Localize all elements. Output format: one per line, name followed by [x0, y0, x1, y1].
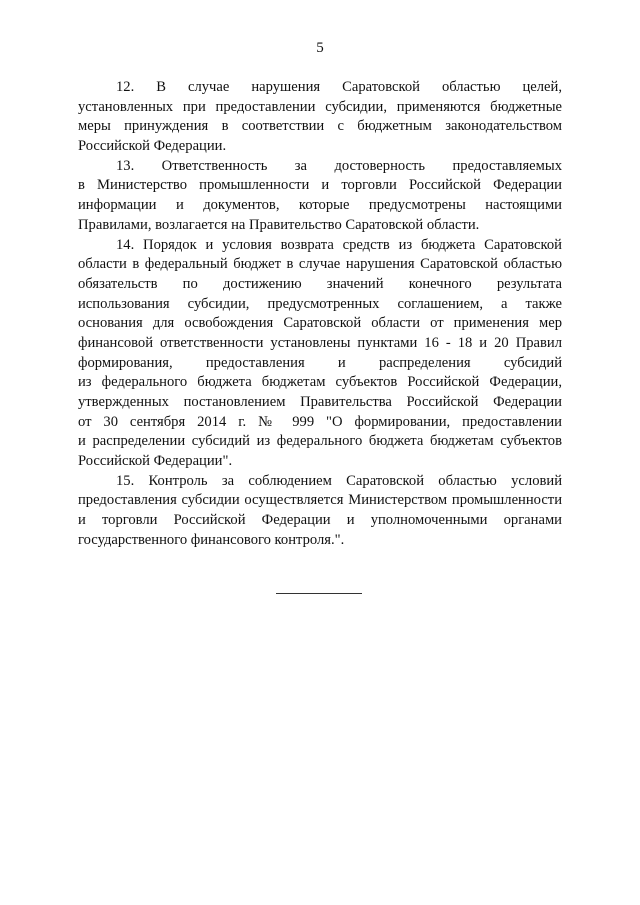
text-line: утвержденных постановлением Правительства Российской Федерации [78, 394, 562, 410]
text-line: Правилами, возлагается на Правительство Саратовской области. [78, 216, 480, 233]
text-line: основания для освобождения Саратовской области от применения мер [78, 315, 562, 332]
text-line: формирования, предоставления и распределения субсидий [78, 354, 562, 371]
document-body [78, 78, 562, 551]
text-line: 12. В случае нарушения Саратовской областью целей, [116, 79, 562, 95]
paragraph-12 [78, 78, 562, 157]
text-line: Российской Федерации". [78, 453, 233, 470]
text-line: информации и документов, которые предусмотрены настоящими [78, 197, 562, 214]
text-line: 14. Порядок и условия возврата средств из бюджета Саратовской [116, 236, 562, 253]
text-line: меры принуждения в соответствии с бюджетным законодательством [78, 118, 562, 135]
text-line: области в федеральный бюджет в случае нарушения Саратовской областью [78, 256, 562, 273]
paragraph-14 [78, 236, 562, 472]
text-line: государственного финансового контроля.". [78, 531, 345, 548]
paragraph-15 [78, 472, 562, 551]
text-line: предоставления субсидии осуществляется Министерством промышленности [78, 492, 562, 509]
text-line: и распределении субсидий из федерального бюджета бюджетам субъектов [78, 433, 562, 450]
text-line: 13. Ответственность за достоверность предоставляемых [116, 157, 562, 174]
text-line: Российской Федерации. [78, 138, 227, 155]
text-line: финансовой ответственности установлены пунктами 16 - 18 и 20 Правил [78, 334, 562, 351]
text-line: из федерального бюджета бюджетам субъектов Российской Федерации, [78, 374, 562, 391]
text-line: обязательств по достижению значений конечного результата [78, 275, 562, 292]
text-line: 15. Контроль за соблюдением Саратовской областью условий [116, 472, 562, 489]
end-separator-line [276, 593, 362, 594]
text-line: от 30 сентября 2014 г. № 999 "О формировании, предоставлении [78, 413, 562, 430]
text-line: и торговли Российской Федерации и уполномоченными органами [78, 512, 562, 529]
text-line: использования субсидии, предусмотренных соглашением, а также [78, 295, 562, 312]
page-number: 5 [316, 40, 324, 56]
text-line: установленных при предоставлении субсидии, применяются бюджетные [78, 98, 562, 115]
paragraph-13 [78, 157, 562, 236]
text-line: в Министерство промышленности и торговли Российской Федерации [78, 177, 562, 194]
